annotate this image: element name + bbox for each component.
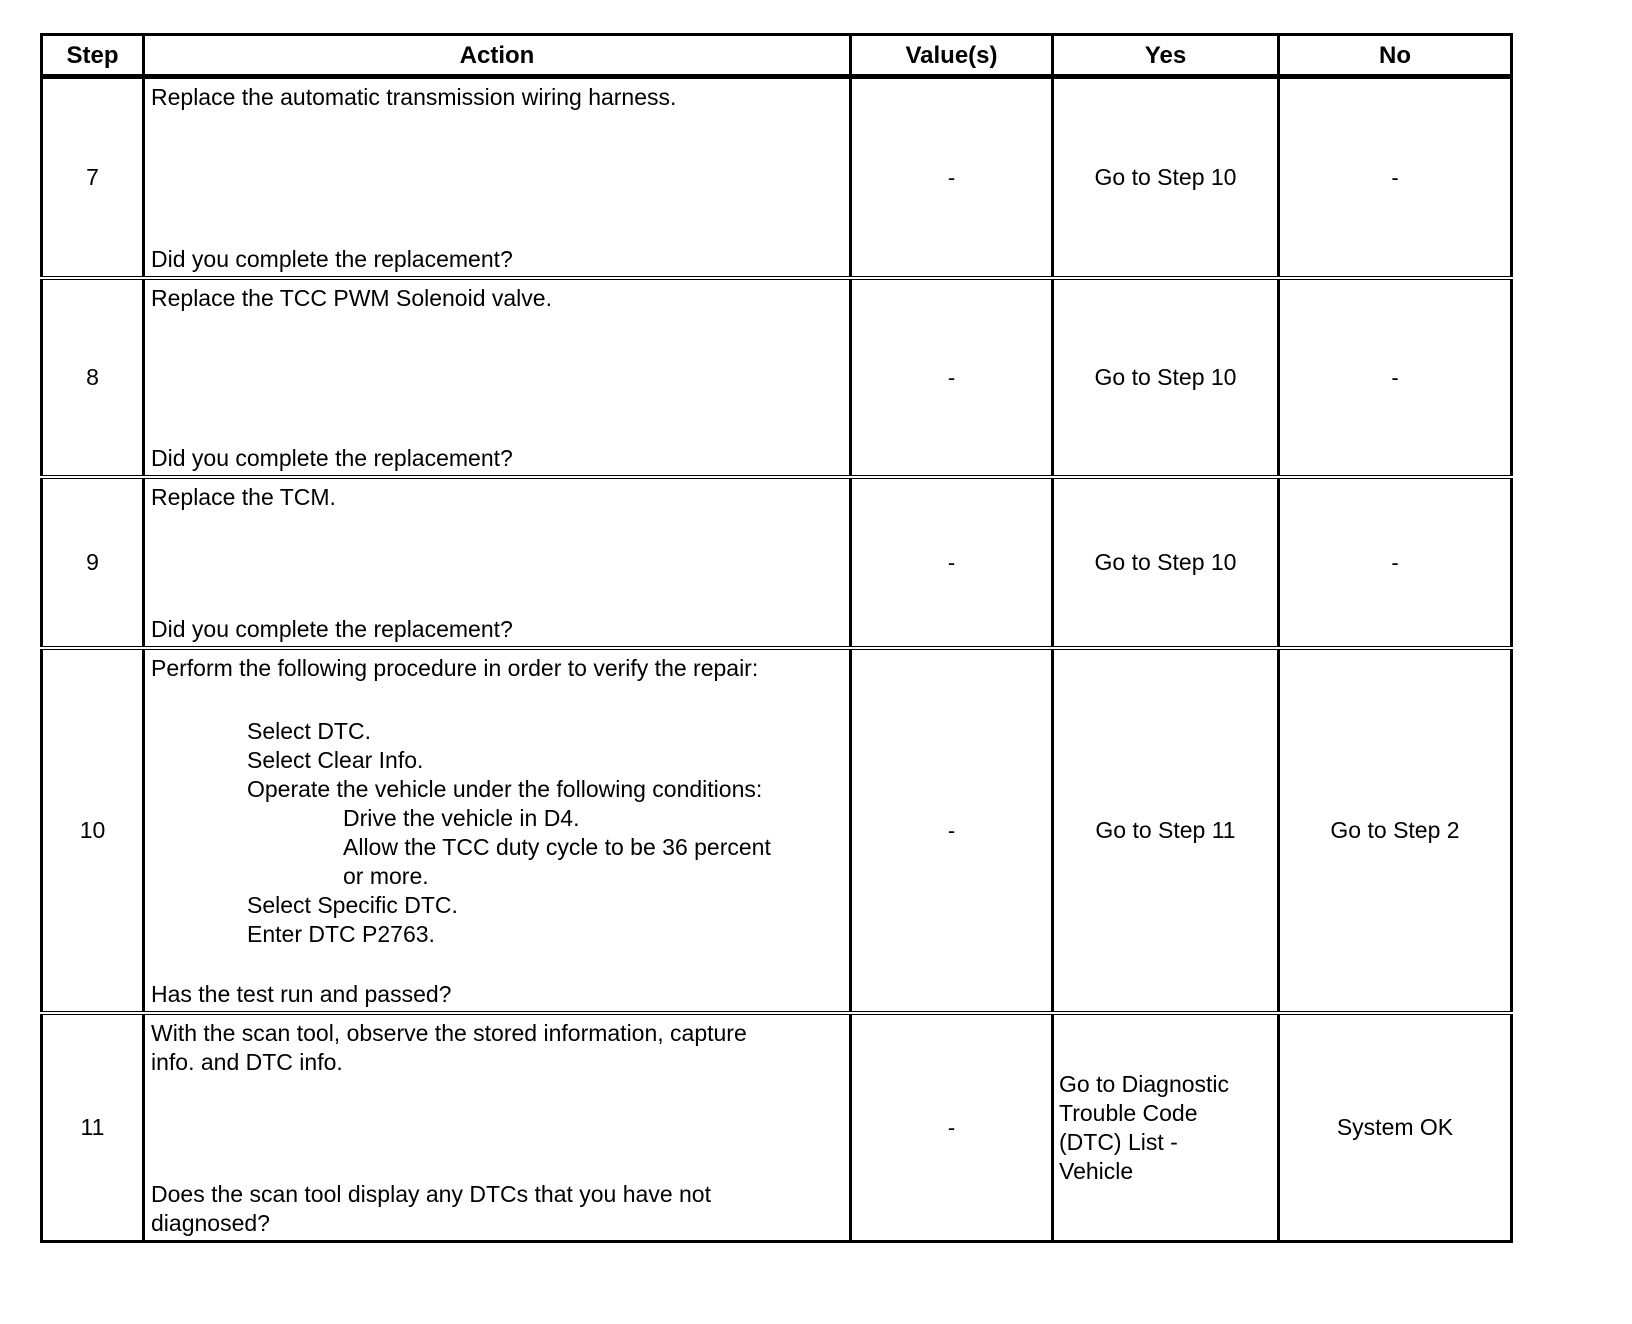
yes-result: Go to Step 10 — [1053, 477, 1279, 648]
procedure-step: Operate the vehicle under the following conditions: — [247, 776, 763, 802]
action-cell — [144, 1013, 851, 1242]
value-cell — [851, 477, 1053, 648]
no-result: Go to Step 2 — [1279, 648, 1512, 1013]
action-question: Does the scan tool display any DTCs that you have not diagnosed? — [151, 1181, 711, 1236]
table-row — [42, 77, 1512, 279]
value-text: - — [947, 818, 956, 843]
no-result: - — [1391, 165, 1399, 190]
table-row — [42, 648, 1512, 1013]
procedure-step: Select Specific DTC. — [247, 892, 458, 918]
action-instruction: Replace the automatic transmission wiring harness. — [151, 84, 677, 110]
header-yes: Yes — [1053, 35, 1279, 77]
table-row — [42, 1013, 1512, 1242]
value-text: - — [947, 165, 956, 190]
action-instruction: Perform the following procedure in order to verify the repair: — [151, 655, 759, 681]
header-row — [42, 35, 1512, 77]
action-question: Did you complete the replacement? — [151, 246, 513, 272]
action-question: Has the test run and passed? — [151, 981, 452, 1007]
action-question: Did you complete the replacement? — [151, 616, 513, 642]
action-instruction: Replace the TCM. — [151, 484, 336, 510]
action-instruction: With the scan tool, observe the stored information, capture info. and DTC info. — [151, 1020, 747, 1075]
yes-result: Go to Step 11 — [1053, 648, 1279, 1013]
procedure-substep: or more. — [343, 863, 429, 889]
procedure-step: Select Clear Info. — [247, 747, 424, 773]
header-no: No — [1279, 35, 1512, 77]
value-cell — [851, 648, 1053, 1013]
step-number: 7 — [42, 77, 144, 279]
procedure-step: Enter DTC P2763. — [247, 921, 435, 947]
no-result: - — [1391, 550, 1399, 575]
header-values: Value(s) — [851, 35, 1053, 77]
no-cell — [1279, 477, 1512, 648]
action-question: Did you complete the replacement? — [151, 445, 513, 471]
value-cell — [851, 1013, 1053, 1242]
procedure-substep: Drive the vehicle in D4. — [343, 805, 580, 831]
action-cell — [144, 77, 851, 279]
action-instruction: Replace the TCC PWM Solenoid valve. — [151, 285, 552, 311]
no-result: - — [1391, 365, 1399, 390]
diagnostic-table-sheet — [40, 33, 1510, 1243]
action-cell — [144, 477, 851, 648]
value-text: - — [947, 365, 956, 390]
step-number: 9 — [42, 477, 144, 648]
value-cell — [851, 77, 1053, 279]
step-number: 8 — [42, 278, 144, 477]
no-cell — [1279, 278, 1512, 477]
yes-result: Go to Step 10 — [1053, 77, 1279, 279]
table-row — [42, 278, 1512, 477]
value-text: - — [947, 1115, 956, 1140]
step-number: 10 — [42, 648, 144, 1013]
action-cell — [144, 648, 851, 1013]
table-row — [42, 477, 1512, 648]
header-step: Step — [42, 35, 144, 77]
yes-result: Go to Diagnostic Trouble Code (DTC) List - Vehicle — [1053, 1013, 1279, 1242]
value-text: - — [947, 550, 956, 575]
header-action: Action — [144, 35, 851, 77]
value-cell — [851, 278, 1053, 477]
step-number: 11 — [42, 1013, 144, 1242]
diagnostic-steps-table — [40, 33, 1513, 1243]
yes-result: Go to Step 10 — [1053, 278, 1279, 477]
procedure-step: Select DTC. — [247, 718, 371, 744]
action-cell — [144, 278, 851, 477]
procedure-substep: Allow the TCC duty cycle to be 36 percent — [343, 834, 771, 860]
no-result: System OK — [1279, 1013, 1512, 1242]
no-cell — [1279, 77, 1512, 279]
